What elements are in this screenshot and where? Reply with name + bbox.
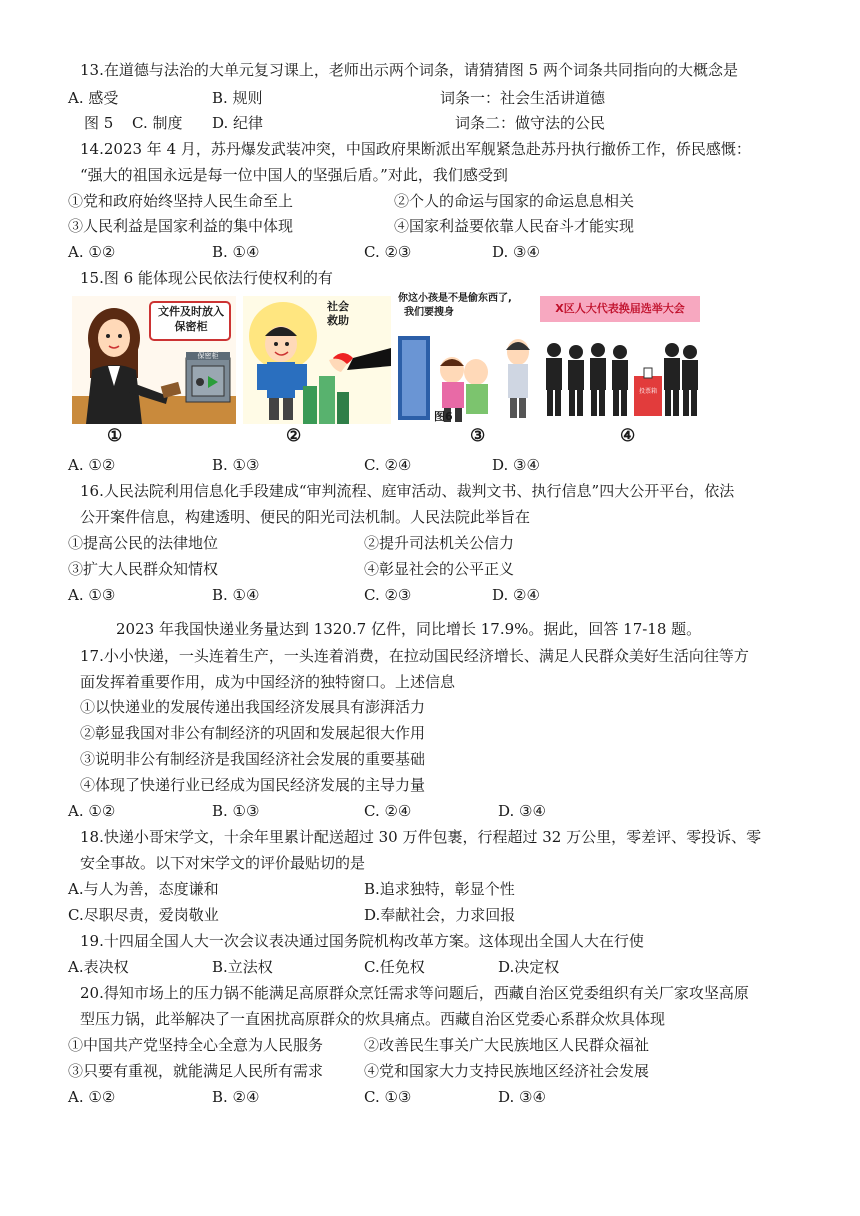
q19-option-d: D.决定权 <box>498 958 560 976</box>
q19-option-a: A.表决权 <box>68 958 129 976</box>
q20-option-a: A. ①② <box>68 1088 116 1106</box>
q14-stem-line2: “强大的祖国永远是每一位中国人的坚强后盾。”对此，我们感受到 <box>80 166 508 184</box>
q16-option-c: C. ②③ <box>364 586 412 604</box>
q16-option-a: A. ①③ <box>68 586 116 604</box>
q20-statement-4: ④党和国家大力支持民族地区经济社会发展 <box>364 1062 650 1080</box>
q17-stem-line1: 17.小小快递，一头连着生产，一头连着消费，在拉动国民经济增长、满足人民群众美好生活向往等方 <box>80 647 749 665</box>
figure6-picture-2 <box>243 296 391 424</box>
figure6-picture-3 <box>394 292 538 424</box>
q18-option-d: D.奉献社会，力求回报 <box>364 906 516 924</box>
q19-option-c: C.任免权 <box>364 958 425 976</box>
q16-statement-3: ③扩大人民群众知情权 <box>68 560 219 578</box>
q20-stem-line1: 20.得知市场上的压力锅不能满足高原群众烹饪需求等问题后，西藏自治区党委组织有关厂家攻坚高原 <box>80 984 749 1002</box>
q13-option-a: A. 感受 <box>68 89 119 107</box>
figure6-label-1: ① <box>107 426 123 446</box>
q13-option-b: B. 规则 <box>212 89 263 107</box>
q20-statement-2: ②改善民生事关广大民族地区人民群众福祉 <box>364 1036 650 1054</box>
figure6-picture-1 <box>72 296 236 424</box>
q17-option-c: C. ②④ <box>364 802 412 820</box>
q18-stem-line1: 18.快递小哥宋学文，十余年里累计配送超过 30 万件包裹，行程超过 32 万公里，零差评、零投诉、零 <box>80 828 762 846</box>
figure6-p1-sign-line1: 文件及时放入 <box>158 305 224 318</box>
q20-statement-1: ①中国共产党坚持全心全意为人民服务 <box>68 1036 324 1054</box>
q13-stem: 13.在道德与法治的大单元复习课上，老师出示两个词条，请猜猜图 5 两个词条共同指向的大概念是 <box>80 61 738 79</box>
q16-option-d: D. ②④ <box>492 586 540 604</box>
q17-18-intro: 2023 年我国快递业务量达到 1320.7 亿件，同比增长 17.9%。据此，回答 17-18 题。 <box>116 620 702 638</box>
q16-statement-1: ①提高公民的法律地位 <box>68 534 219 552</box>
q13-figure-label: 图 5 <box>84 114 114 132</box>
q15-option-b: B. ①③ <box>212 456 260 474</box>
q13-option-c: C. 制度 <box>132 114 183 132</box>
q17-statement-2: ②彰显我国对非公有制经济的巩固和发展起很大作用 <box>80 724 426 742</box>
figure6-p1-sign-line2: 保密柜 <box>174 320 208 333</box>
q15-option-a: A. ①② <box>68 456 116 474</box>
q13-entry-2: 词条二：做守法的公民 <box>455 114 606 132</box>
q15-option-c: C. ②④ <box>364 456 412 474</box>
q14-option-b: B. ①④ <box>212 243 260 261</box>
q17-option-b: B. ①③ <box>212 802 260 820</box>
q18-stem-line2: 安全事故。以下对宋学文的评价最贴切的是 <box>80 854 366 872</box>
q13-entry-1: 词条一：社会生活讲道德 <box>440 89 606 107</box>
q19-stem: 19.十四届全国人大一次会议表决通过国务院机构改革方案。这体现出全国人大在行使 <box>80 932 644 950</box>
q18-option-c: C.尽职尽责，爱岗敬业 <box>68 906 219 924</box>
q20-stem-line2: 型压力锅，此举解决了一直困扰高原群众的炊具痛点。西藏自治区党委心系群众炊具体现 <box>80 1010 666 1028</box>
q16-statement-2: ②提升司法机关公信力 <box>364 534 515 552</box>
q18-option-b: B.追求独特，彰显个性 <box>364 880 515 898</box>
q19-option-b: B.立法权 <box>212 958 273 976</box>
q14-stem-line1: 14.2023 年 4 月，苏丹爆发武装冲突，中国政府果断派出军舰紧急赴苏丹执行撤侨工作，侨民感慨： <box>80 140 751 158</box>
figure6-p4-ballot-box: 投票箱 <box>638 388 657 395</box>
q17-statement-4: ④体现了快递行业已经成为国民经济发展的主导力量 <box>80 776 426 794</box>
figure6-caption: 图6 <box>434 410 453 423</box>
figure6-label-2: ② <box>286 426 302 446</box>
q17-option-d: D. ③④ <box>498 802 546 820</box>
figure6-label-4: ④ <box>620 426 636 446</box>
q14-option-d: D. ③④ <box>492 243 540 261</box>
q16-stem-line1: 16.人民法院利用信息化手段建成“审判流程、庭审活动、裁判文书、执行信息”四大公开平台，依法 <box>80 482 735 500</box>
q17-statement-3: ③说明非公有制经济是我国经济社会发展的重要基础 <box>80 750 426 768</box>
figure6-picture-4 <box>538 292 704 424</box>
figure6-p1-cabinet-label: 保密柜 <box>197 352 219 360</box>
q14-statement-2: ②个人的命运与国家的命运息息相关 <box>394 192 635 210</box>
figure6-p3-speech-line2: 我们要搜身 <box>404 307 454 318</box>
q20-option-d: D. ③④ <box>498 1088 546 1106</box>
q14-statement-3: ③人民利益是国家利益的集中体现 <box>68 217 294 235</box>
figure6-p2-sign-line1: 社会 <box>327 300 349 313</box>
figure6-p2-sign-line2: 救助 <box>327 314 349 327</box>
q20-option-b: B. ②④ <box>212 1088 260 1106</box>
q15-option-d: D. ③④ <box>492 456 540 474</box>
q14-option-a: A. ①② <box>68 243 116 261</box>
q15-stem: 15.图 6 能体现公民依法行使权利的有 <box>80 269 333 287</box>
q16-statement-4: ④彰显社会的公平正义 <box>364 560 515 578</box>
q20-option-c: C. ①③ <box>364 1088 412 1106</box>
q13-option-d: D. 纪律 <box>212 114 264 132</box>
q17-stem-line2: 面发挥着重要作用，成为中国经济的独特窗口。上述信息 <box>80 673 456 691</box>
figure6-label-3: ③ <box>470 426 486 446</box>
q14-option-c: C. ②③ <box>364 243 412 261</box>
q14-statement-4: ④国家利益要依靠人民奋斗才能实现 <box>394 217 635 235</box>
q20-statement-3: ③只要有重视，就能满足人民所有需求 <box>68 1062 324 1080</box>
figure6-p3-speech-line1: 你这小孩是不是偷东西了, <box>398 293 512 304</box>
q14-statement-1: ①党和政府始终坚持人民生命至上 <box>68 192 294 210</box>
figure6-p4-banner: X区人大代表换届选举大会 <box>555 302 685 315</box>
q18-option-a: A.与人为善，态度谦和 <box>68 880 219 898</box>
q17-option-a: A. ①② <box>68 802 116 820</box>
q16-stem-line2: 公开案件信息，构建透明、便民的阳光司法机制。人民法院此举旨在 <box>80 508 531 526</box>
q16-option-b: B. ①④ <box>212 586 260 604</box>
q17-statement-1: ①以快递业的发展传递出我国经济发展具有澎湃活力 <box>80 698 426 716</box>
